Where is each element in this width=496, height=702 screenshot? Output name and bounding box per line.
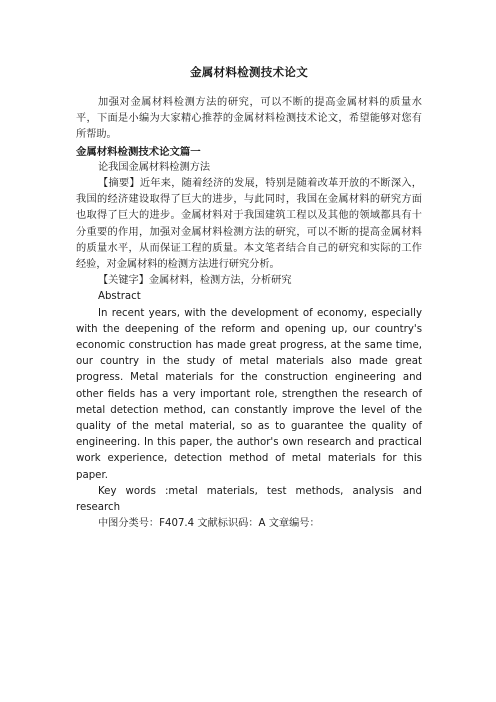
- english-abstract: In recent years, with the development of economy, especially with the deepening of the reform and opening up, our country's economic construction has made great progress, at the same time, our country in the study of metal materials also made great progress. Metal materials for the construction engineering and other fields has a very important role, strengthen the research of metal detection method, can constantly improve the level of the quality of the metal material, so as to guarantee the quality of engineering. In this paper, the author's own research and practical work experience, detection method of metal materials for this paper.: [76, 307, 422, 481]
- english-abstract-label: Abstract: [98, 291, 141, 303]
- chinese-abstract: 【摘要】近年来，随着经济的发展，特别是随着改革开放的不断深入，我国的经济建设取得了巨大的进步，与此同时，我国在金属材料的研究方面也取得了巨大的进步。金属材料对于我国建筑工程以及其他的领域都具有十分重要的作用，加强对金属材料检测方法的研究，可以不断的提高金属材料的质量水平，从而保证工程的质量。本文笔者结合自己的研究和实际的工作经验，对金属材料的检测方法进行研究分析。: [76, 178, 422, 271]
- chinese-keywords: 【关键字】金属材料，检测方法，分析研究: [98, 275, 292, 287]
- page-title: 金属材料检测技术论文: [190, 65, 308, 79]
- section-heading: 金属材料检测技术论文篇一: [76, 145, 201, 158]
- intro-paragraph: 加强对金属材料检测方法的研究，可以不断的提高金属材料的质量水平，下面是小编为大家精心推荐的金属材料检测技术论文，希望能够对您有所帮助。: [76, 97, 422, 141]
- article-title: 论我国金属材料检测方法: [98, 161, 211, 173]
- document-body: [76, 64, 422, 532]
- english-keywords: Key words :metal materials, test methods, analysis and research: [76, 485, 422, 514]
- classification-line: 中图分类号：F407.4 文献标识码：A 文章编号：: [98, 518, 320, 530]
